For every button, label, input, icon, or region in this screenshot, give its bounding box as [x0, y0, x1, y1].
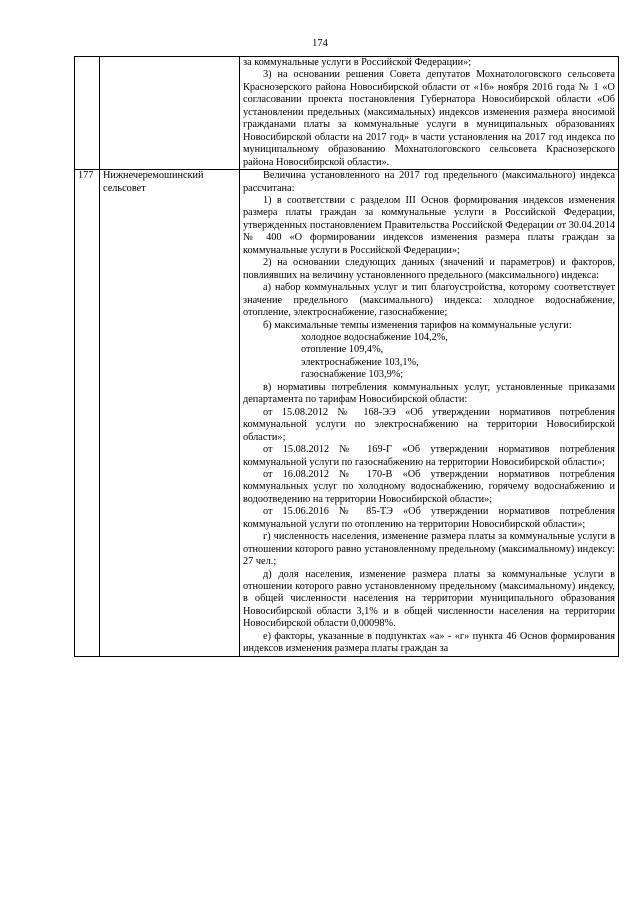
paragraph: Величина установленного на 2017 год предельного (максимального) индекса рассчитана:: [243, 170, 615, 194]
paragraph: в) нормативы потребления коммунальных услуг, установленные приказами департамента по тарифам Новосибирской области:: [243, 381, 615, 406]
description-cell: [240, 57, 619, 170]
paragraph: от 16.08.2012 № 170-В «Об утверждении нормативов потребления коммунальных услуг по холодному водоснабжению, горячему водоснабжению и водоотведению на территории Новосибирской области»;: [243, 468, 615, 505]
page-number: 174: [312, 38, 328, 49]
paragraph: 2) на основании следующих данных (значений и параметров) и факторов, повлиявших на величину установленного предельного (максимального) индекса:: [243, 257, 615, 281]
row-number-cell: 177: [75, 170, 100, 657]
paragraph: г) численность населения, изменение размера платы за коммунальные услуги в отношении которого равно установленному предельному (максимальному) индексу: 27 чел.;: [243, 531, 615, 568]
paragraph: от 15.06.2016 № 85-ТЭ «Об утверждении нормативов потребления коммунальной услуги по отоплению на территории Новосибирской области»;: [243, 506, 615, 530]
paragraph: а) набор коммунальных услуг и тип благоустройства, которому соответствует значение предельного (максимального) индекса: холодное водоснабжение, отопление, электроснабжение, газоснабжение;: [243, 282, 615, 319]
paragraph: 3) на основании решения Совета депутатов Мохнатологовского сельсовета Краснозерского района Новосибирской области от «16» ноября 2016 года № 1 «О согласовании проекта постановления Губернатора Новосибирской области «Об установлении предельных (максимальных) индексов изменения размера вносимой гражданами платы за коммунальные услуги в муниципальных образованиях Новосибирской области на 2017 год» в части установления на 2017 год индекса по муниципальному образованию Мохнатологовского сельсовета Краснозерского района Новосибирской области».: [243, 69, 615, 168]
paragraph: д) доля населения, изменение размера платы за коммунальные услуги в отношении которого равно установленному предельному (максимальному) индексу, в общей численности населения на территории муниципального образования Новосибирской области 3,1% и в общей численности населения на территории Новосибирской области 0,00098%.: [243, 568, 615, 630]
paragraph: б) максимальные темпы изменения тарифов на коммунальные услуги:: [263, 319, 572, 331]
paragraph: е) факторы, указанные в подпунктах «а» - «г» пункта 46 Основ формирования индексов изменения размера платы граждан за: [243, 630, 615, 655]
municipality-name-cell: Нижнечеремошинский сельсовет: [100, 170, 240, 657]
paragraph: газоснабжение 103,9%;: [301, 369, 404, 381]
municipality-name-cell: [100, 57, 240, 170]
table-row: [75, 170, 619, 657]
paragraph: отопление 109,4%,: [301, 344, 384, 356]
paragraph: электроснабжение 103,1%,: [301, 356, 419, 368]
paragraph: от 15.08.2012 № 168-ЭЭ «Об утверждении нормативов потребления коммунальной услуги по электроснабжению на территории Новосибирской области»;: [243, 406, 615, 443]
paragraph: 1) в соответствии с разделом III Основ формирования индексов изменения размера платы граждан за коммунальные услуги в Российской Федерации, утвержденных постановлением Правительства Российской Федерации от 30.04.2014 № 400 «О формировании индексов изменения размера платы граждан за коммунальные услуги в Российской Федерации»;: [243, 194, 615, 256]
table-row: [75, 57, 619, 170]
paragraph: за коммунальные услуги в Российской Федерации»;: [243, 57, 472, 68]
paragraph: от 15.08.2012 № 169-Г «Об утверждении нормативов потребления коммунальной услуги по газоснабжению на территории Новосибирской области»;: [243, 444, 615, 468]
paragraph: холодное водоснабжение 104,2%,: [301, 331, 448, 343]
description-cell: [240, 170, 619, 657]
document-table: [74, 56, 619, 657]
row-number-cell: [75, 57, 100, 170]
